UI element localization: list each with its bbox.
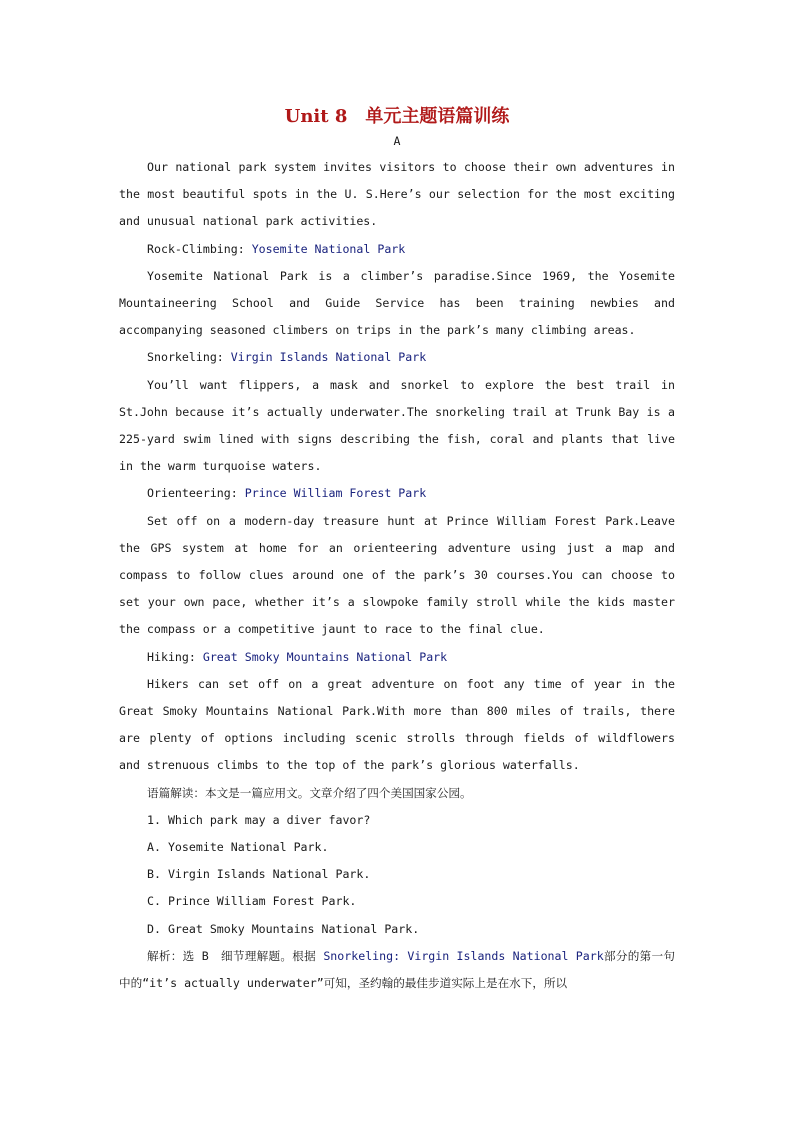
option-d: D. Great Smoky Mountains National Park. [147, 921, 420, 936]
activity-heading-rock-climbing [119, 236, 675, 263]
option-c: C. Prince William Forest Park. [147, 894, 357, 909]
document-body [119, 104, 675, 997]
option-b: B. Virgin Islands National Park. [147, 867, 371, 882]
activity-heading-snorkeling [119, 344, 675, 371]
analysis-reference: Snorkeling: Virgin Islands National Park [323, 948, 604, 963]
activity-paragraph-hiking: Hikers can set off on a great adventure on foot any time of year in the Great Smoky Mountains National Park.With more than 800 miles of trails, there are plenty of options including scenic strolls through fields of wildflowers and strenuous climbs to the top of the park’s glorious waterfalls. [119, 676, 675, 773]
activity-label: Hiking: [147, 649, 203, 664]
page-title: Unit 8 单元主题语篇训练 [284, 106, 510, 127]
option-a: A. Yosemite National Park. [147, 840, 329, 855]
activity-paragraph-rock-climbing: Yosemite National Park is a climber’s paradise.Since 1969, the Yosemite Mountaineering School and Guide Service has been training newbies and accompanying seasoned climbers on trips in the park’s many climbing areas. [119, 268, 675, 338]
intro-paragraph: Our national park system invites visitors to choose their own adventures in the most beautiful spots in the U. S.Here’s our selection for the most exciting and unusual national park activities. [119, 160, 675, 229]
analysis-suffix: 部分的第一句中的“it’s actually underwater”可知，圣约翰的最佳步道实际上是在水下，所以 [119, 948, 675, 991]
answer-analysis [119, 943, 675, 997]
park-name: Prince William Forest Park [244, 486, 427, 501]
activity-heading-hiking [119, 644, 675, 671]
activity-label: Snorkeling: [147, 350, 231, 365]
park-name: Great Smoky Mountains National Park [202, 649, 448, 664]
activity-label: Rock-Climbing: [147, 241, 252, 256]
park-name: Virgin Islands National Park [230, 350, 427, 365]
activity-paragraph-orienteering: Set off on a modern-day treasure hunt at Prince William Forest Park.Leave the GPS system at home for an orienteering adventure using just a map and compass to follow clues around one of the park’s 30 courses.You can choose to set your own pace, whether it’s a slowpoke family stroll while the kids master the compass or a competitive jaunt to race to the final clue. [119, 513, 675, 637]
activity-paragraph-snorkeling: You’ll want flippers, a mask and snorkel to explore the best trail in St.John because it’s actually underwater.The snorkeling trail at Trunk Bay is a 225-yard swim lined with signs describing the fish, coral and plants that live in the warm turquoise waters. [119, 377, 675, 474]
section-label: A [393, 134, 401, 148]
analysis-prefix: 解析：选 B 细节理解题。根据 [147, 948, 324, 963]
reading-note: 语篇解读：本文是一篇应用文。文章介绍了四个美国国家公园。 [147, 785, 472, 800]
activity-heading-orienteering [119, 480, 675, 507]
park-name: Yosemite National Park [251, 241, 406, 256]
activity-label: Orienteering: [147, 486, 245, 501]
question-stem: 1. Which park may a diver favor? [147, 812, 371, 827]
